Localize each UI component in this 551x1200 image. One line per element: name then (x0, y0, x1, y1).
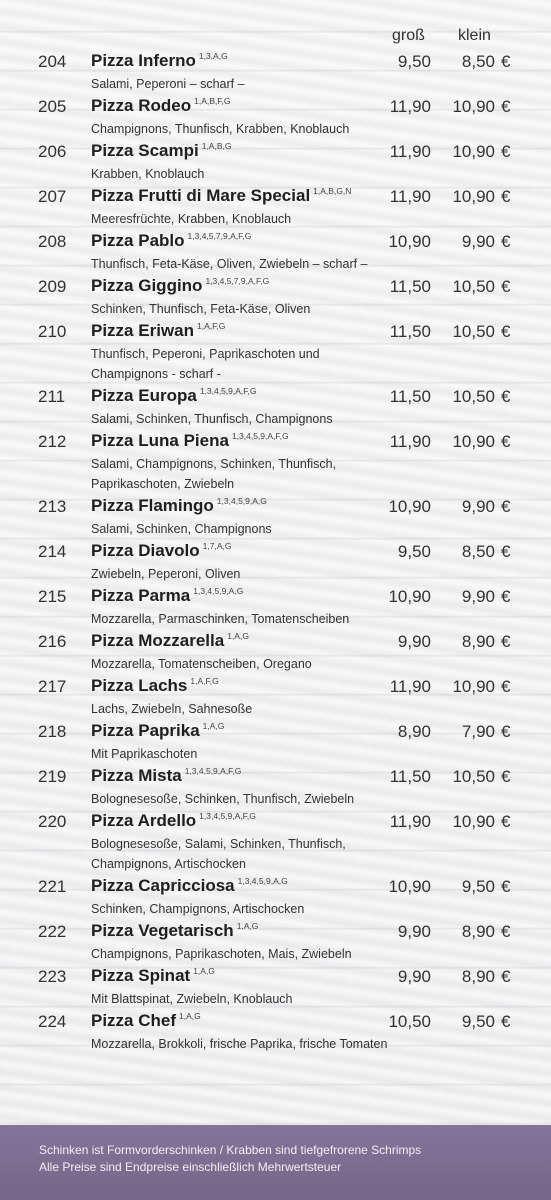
currency-symbol: € (501, 967, 511, 986)
item-number: 215 (38, 587, 67, 606)
currency-symbol: € (501, 497, 511, 516)
price-gross: 11,50 (389, 322, 431, 341)
item-title (91, 231, 251, 251)
pizza-menu-list (0, 49, 551, 1054)
item-number: 219 (38, 767, 67, 786)
price-klein: 9,50 (461, 877, 495, 896)
price-gross: 11,50 (389, 767, 431, 786)
price-gross: 10,90 (388, 497, 431, 516)
item-description (0, 699, 551, 719)
item-name: Pizza Europa (91, 386, 197, 405)
description-line: Thunfisch, Feta-Käse, Oliven, Zwiebeln – scharf – (91, 257, 368, 271)
item-name: Pizza Vegetarisch (91, 921, 234, 940)
item-description (0, 654, 551, 674)
item-title (91, 1011, 201, 1031)
currency-symbol: € (501, 812, 511, 831)
currency-symbol: € (501, 677, 511, 696)
item-name: Pizza Frutti di Mare Special (91, 186, 311, 205)
item-name: Pizza Ardello (91, 811, 197, 830)
menu-item-row (0, 764, 551, 790)
column-label-gross: groß (392, 27, 425, 44)
item-title (91, 966, 215, 986)
description-line: Bolognesesoße, Salami, Schinken, Thunfisch, (91, 837, 346, 851)
price-klein: 8,90 (461, 967, 495, 986)
allergen-codes: 1,A,G (236, 921, 259, 931)
item-number: 222 (38, 922, 67, 941)
menu-item (0, 429, 551, 494)
price-klein: 9,90 (461, 232, 495, 251)
item-number: 214 (38, 542, 67, 561)
menu-item (0, 139, 551, 184)
item-name: Pizza Chef (91, 1011, 177, 1030)
menu-item (0, 874, 551, 919)
price-gross: 9,90 (397, 632, 431, 651)
item-number: 207 (38, 187, 67, 206)
description-line: Champignons - scharf - (91, 367, 221, 381)
item-number: 208 (38, 232, 67, 251)
menu-item-row (0, 629, 551, 655)
menu-item (0, 49, 551, 94)
price-gross: 11,90 (389, 812, 431, 831)
item-number: 205 (38, 97, 67, 116)
item-title (91, 766, 241, 786)
menu-item (0, 1009, 551, 1054)
menu-item (0, 184, 551, 229)
item-name: Pizza Capricciosa (91, 876, 235, 895)
description-line: Champignons, Paprikaschoten, Mais, Zwiebeln (91, 947, 352, 961)
allergen-codes: 1,3,4,5,9,A,G (237, 876, 288, 886)
item-title (91, 631, 249, 651)
menu-item (0, 384, 551, 429)
item-name: Pizza Parma (91, 586, 191, 605)
menu-item-row (0, 1009, 551, 1035)
item-title (91, 921, 258, 941)
currency-symbol: € (501, 922, 511, 941)
allergen-codes: 1,A,B,G,N (313, 186, 352, 196)
item-number: 213 (38, 497, 67, 516)
allergen-codes: 1,A,F,G (196, 321, 226, 331)
description-line: Mozzarella, Parmaschinken, Tomatenscheiben (91, 612, 350, 626)
allergen-codes: 1,3,4,5,9,A,F,G (231, 431, 289, 441)
allergen-codes: 1,A,B,F,G (194, 96, 231, 106)
item-name: Pizza Rodeo (91, 96, 192, 115)
description-line: Krabben, Knoblauch (91, 167, 205, 181)
menu-item-row (0, 674, 551, 700)
item-number: 210 (38, 322, 67, 341)
menu-item (0, 584, 551, 629)
item-description (0, 744, 551, 764)
description-line: Champignons, Thunfisch, Krabben, Knoblauch (91, 122, 350, 136)
item-description (0, 409, 551, 429)
description-line: Schinken, Champignons, Artischocken (91, 902, 305, 916)
item-title (91, 186, 351, 206)
item-number: 218 (38, 722, 67, 741)
allergen-codes: 1,A,F,G (190, 676, 219, 686)
price-gross: 11,90 (389, 187, 431, 206)
description-line: Meeresfrüchte, Krabben, Knoblauch (91, 212, 292, 226)
item-description (0, 834, 551, 874)
description-line: Salami, Champignons, Schinken, Thunfisch, (91, 457, 337, 471)
item-name: Pizza Eriwan (91, 321, 194, 340)
column-label-klein: klein (458, 27, 491, 44)
description-line: Salami, Schinken, Thunfisch, Champignons (91, 412, 333, 426)
currency-symbol: € (501, 542, 511, 561)
menu-item-row (0, 229, 551, 255)
item-name: Pizza Paprika (91, 721, 200, 740)
description-line: Bolognesesoße, Schinken, Thunfisch, Zwiebeln (91, 792, 355, 806)
menu-item (0, 94, 551, 139)
item-number: 216 (38, 632, 67, 651)
description-line: Zwiebeln, Peperoni, Oliven (91, 567, 241, 581)
footer-note-ingredients: Schinken ist Formvorderschinken / Krabben sind tiefgefrorene Schrimps (39, 1143, 422, 1157)
price-gross: 8,90 (397, 722, 431, 741)
price-klein: 7,90 (461, 722, 495, 741)
description-line: Lachs, Zwiebeln, Sahnesoße (91, 702, 253, 716)
allergen-codes: 1,3,4,5,9,A,F,G (199, 386, 257, 396)
price-gross: 9,90 (397, 967, 431, 986)
currency-symbol: € (501, 632, 511, 651)
description-line: Salami, Schinken, Champignons (91, 522, 272, 536)
menu-item (0, 964, 551, 1009)
item-description (0, 454, 551, 494)
menu-item-row (0, 49, 551, 75)
currency-symbol: € (501, 142, 511, 161)
price-gross: 11,50 (389, 277, 431, 296)
item-title (91, 496, 267, 516)
description-line: Mit Blattspinat, Zwiebeln, Knoblauch (91, 992, 293, 1006)
item-description (0, 989, 551, 1009)
item-number: 206 (38, 142, 67, 161)
price-klein: 10,90 (452, 812, 495, 831)
currency-symbol: € (501, 877, 511, 896)
currency-symbol: € (501, 722, 511, 741)
footer-note-bar (0, 1125, 551, 1200)
menu-item (0, 629, 551, 674)
menu-item-row (0, 719, 551, 745)
item-title (91, 51, 228, 71)
allergen-codes: 1,A,G (227, 631, 249, 641)
allergen-codes: 1,3,4,5,9,A,G (193, 586, 244, 596)
price-gross: 10,90 (388, 877, 431, 896)
description-line: Schinken, Thunfisch, Feta-Käse, Oliven (91, 302, 311, 316)
item-title (91, 676, 219, 696)
menu-item-row (0, 919, 551, 945)
menu-item (0, 719, 551, 764)
menu-item-row (0, 429, 551, 455)
item-title (91, 276, 269, 296)
menu-item (0, 274, 551, 319)
allergen-codes: 1,A,G (193, 966, 215, 976)
price-gross: 9,50 (397, 52, 431, 71)
price-klein: 10,50 (452, 387, 495, 406)
item-number: 212 (38, 432, 67, 451)
allergen-codes: 1,A,G (179, 1011, 201, 1021)
price-klein: 9,50 (461, 1012, 495, 1031)
description-line: Mozzarella, Brokkoli, frische Paprika, frische Tomaten (91, 1037, 388, 1051)
price-gross: 10,50 (388, 1012, 431, 1031)
menu-item (0, 319, 551, 384)
item-name: Pizza Pablo (91, 231, 185, 250)
price-gross: 10,90 (388, 587, 431, 606)
price-gross: 11,90 (389, 97, 431, 116)
item-description (0, 789, 551, 809)
price-klein: 8,50 (461, 542, 495, 561)
currency-symbol: € (501, 1012, 511, 1031)
item-number: 217 (38, 677, 67, 696)
price-column-header (0, 27, 551, 49)
allergen-codes: 1,A,B,G (201, 141, 232, 151)
currency-symbol: € (501, 277, 511, 296)
price-klein: 10,90 (452, 142, 495, 161)
price-gross: 10,90 (388, 232, 431, 251)
item-name: Pizza Diavolo (91, 541, 200, 560)
price-klein: 10,90 (452, 187, 495, 206)
item-title (91, 321, 225, 341)
description-line: Champignons, Artischocken (91, 857, 246, 871)
currency-symbol: € (501, 767, 511, 786)
menu-item (0, 764, 551, 809)
item-name: Pizza Spinat (91, 966, 191, 985)
allergen-codes: 1,3,4,5,7,9,A,F,G (187, 231, 252, 241)
price-gross: 11,50 (389, 387, 431, 406)
description-line: Paprikaschoten, Zwiebeln (91, 477, 235, 491)
menu-item-row (0, 539, 551, 565)
menu-item-row (0, 964, 551, 990)
item-title (91, 721, 224, 741)
item-description (0, 519, 551, 539)
price-klein: 10,50 (452, 277, 495, 296)
currency-symbol: € (501, 322, 511, 341)
price-gross: 11,90 (389, 142, 431, 161)
menu-item (0, 539, 551, 584)
menu-item-row (0, 874, 551, 900)
item-description (0, 344, 551, 384)
allergen-codes: 1,7,A,G (202, 541, 232, 551)
menu-item-row (0, 584, 551, 610)
price-klein: 10,90 (452, 432, 495, 451)
currency-symbol: € (501, 587, 511, 606)
item-number: 224 (38, 1012, 67, 1031)
item-title (91, 811, 256, 831)
price-klein: 9,90 (461, 587, 495, 606)
item-name: Pizza Scampi (91, 141, 199, 160)
price-gross: 9,50 (397, 542, 431, 561)
currency-symbol: € (501, 432, 511, 451)
menu-item (0, 229, 551, 274)
item-description (0, 609, 551, 629)
item-name: Pizza Mozzarella (91, 631, 225, 650)
description-line: Mit Paprikaschoten (91, 747, 198, 761)
item-description (0, 899, 551, 919)
item-description (0, 164, 551, 184)
allergen-codes: 1,3,4,5,9,A,F,G (199, 811, 256, 821)
item-description (0, 299, 551, 319)
item-number: 209 (38, 277, 67, 296)
menu-item (0, 809, 551, 874)
price-gross: 11,90 (389, 432, 431, 451)
allergen-codes: 1,3,A,G (198, 51, 228, 61)
price-klein: 9,90 (461, 497, 495, 516)
description-line: Thunfisch, Peperoni, Paprikaschoten und (91, 347, 320, 361)
item-name: Pizza Giggino (91, 276, 203, 295)
item-number: 211 (38, 387, 66, 406)
description-line: Salami, Peperoni – scharf – (91, 77, 245, 91)
menu-item-row (0, 184, 551, 210)
menu-item-row (0, 139, 551, 165)
item-title (91, 876, 288, 896)
allergen-codes: 1,3,4,5,7,9,A,F,G (205, 276, 270, 286)
menu-item-row (0, 319, 551, 345)
item-title (91, 141, 231, 161)
item-description (0, 944, 551, 964)
item-number: 221 (38, 877, 67, 896)
price-klein: 8,90 (461, 922, 495, 941)
item-description (0, 119, 551, 139)
item-description (0, 1034, 551, 1054)
footer-note-prices: Alle Preise sind Endpreise einschließlich Mehrwertsteuer (39, 1160, 342, 1174)
menu-item (0, 919, 551, 964)
menu-item-row (0, 94, 551, 120)
price-gross: 11,90 (389, 677, 431, 696)
price-gross: 9,90 (397, 922, 431, 941)
item-number: 220 (38, 812, 67, 831)
allergen-codes: 1,A,G (202, 721, 225, 731)
item-title (91, 541, 231, 561)
price-klein: 10,50 (452, 767, 495, 786)
price-klein: 10,90 (452, 97, 495, 116)
item-name: Pizza Lachs (91, 676, 188, 695)
item-description (0, 74, 551, 94)
currency-symbol: € (501, 52, 511, 71)
item-name: Pizza Inferno (91, 51, 196, 70)
price-klein: 8,90 (461, 632, 495, 651)
item-title (91, 96, 231, 116)
description-line: Mozzarella, Tomatenscheiben, Oregano (91, 657, 312, 671)
item-number: 223 (38, 967, 67, 986)
item-number: 204 (38, 52, 67, 71)
price-klein: 10,90 (452, 677, 495, 696)
menu-item (0, 494, 551, 539)
item-title (91, 431, 289, 451)
menu-item (0, 674, 551, 719)
item-title (91, 586, 243, 606)
item-name: Pizza Luna Piena (91, 431, 229, 450)
currency-symbol: € (501, 232, 511, 251)
allergen-codes: 1,3,4,5,9,A,F,G (184, 766, 242, 776)
item-name: Pizza Flamingo (91, 496, 214, 515)
currency-symbol: € (501, 387, 511, 406)
menu-item-row (0, 274, 551, 300)
item-title (91, 386, 257, 406)
menu-item-row (0, 809, 551, 835)
menu-item-row (0, 494, 551, 520)
price-klein: 10,50 (452, 322, 495, 341)
item-description (0, 209, 551, 229)
allergen-codes: 1,3,4,5,9,A,G (216, 496, 267, 506)
currency-symbol: € (501, 187, 511, 206)
price-klein: 8,50 (461, 52, 495, 71)
menu-item-row (0, 384, 551, 410)
item-name: Pizza Mista (91, 766, 182, 785)
item-description (0, 564, 551, 584)
currency-symbol: € (501, 97, 511, 116)
item-description (0, 254, 551, 274)
